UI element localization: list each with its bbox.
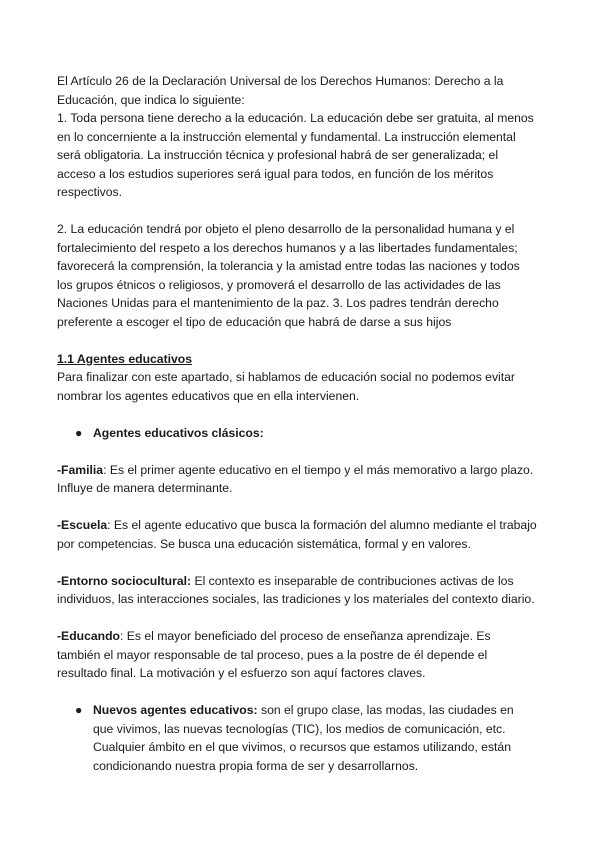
document-page: [57, 72, 537, 775]
agent-term: -Escuela: [57, 518, 108, 532]
article-point-2: 2. La educación tendrá por objeto el pleno desarrollo de la personalidad humana y el fortalecimiento del respeto a los derechos humanos y a las libertades fundamentales; favorecerá la comprensión, la tolerancia y la amistad entre todas las naciones y todos los grupos étnicos o religiosos, y promoverá el desarrollo de las actividades de las Naciones Unidas para el mantenimiento de la paz. 3. Los padres tendrán derecho preferente a escoger el tipo de educación que habrá de darse a sus hijos: [57, 222, 520, 329]
agent-description: : Es el primer agente educativo en el tiempo y el más memorativo a largo plazo. Influye de manera determinante.: [57, 462, 534, 495]
bullet-icon: ●: [75, 703, 83, 717]
agent-escuela: [57, 516, 537, 553]
intro-line: El Artículo 26 de la Declaración Universal de los Derechos Humanos: Derecho a la Educación, que indica lo siguiente:: [57, 74, 504, 107]
article-point-1: 1. Toda persona tiene derecho a la educación. La educación debe ser gratuita, al menos en lo concerniente a la instrucción elemental y fundamental. La instrucción elemental será obligatoria. La instrucción técnica y profesional habrá de ser generalizada; el acceso a los estudios superiores será igual para todos, en función de los méritos respectivos.: [57, 111, 534, 199]
agent-term: -Familia: [57, 462, 104, 477]
agent-term: -Entorno sociocultural:: [57, 573, 192, 588]
agent-description: : Es el mayor beneficiado del proceso de enseñanza aprendizaje. Es también el mayor responsable de tal proceso, pues a la postre de él depende el resultado final. La motivación y el esfuerzo son aquí factores claves.: [57, 629, 491, 680]
bullet-icon: ●: [75, 425, 83, 440]
agent-description: : Es el agente educativo que busca la formación del alumno mediante el trabajo por competencias. Se busca una educación sistemática, formal y en valores.: [57, 518, 537, 551]
section-heading: 1.1 Agentes educativos: [57, 351, 193, 366]
agent-familia: [57, 461, 537, 498]
bullet-new-agents: [57, 701, 537, 775]
new-agents-term: Nuevos agentes educativos:: [93, 703, 258, 717]
section-intro: Para finalizar con este apartado, si hablamos de educación social no podemos evitar nombrar los agentes educativos que en ella intervienen.: [57, 370, 515, 403]
agent-description: El contexto es inseparable de contribuciones activas de los individuos, las interacciones sociales, las tradiciones y los materiales del contexto diario.: [57, 573, 535, 606]
bullet-classic-agents: [57, 424, 537, 443]
agent-term: -Educando: [57, 629, 120, 643]
agent-entorno: [57, 572, 537, 609]
agent-educando: [57, 627, 537, 683]
classic-agents-title: Agentes educativos clásicos:: [93, 425, 264, 440]
new-agents-description: son el grupo clase, las modas, las ciudades en que vivimos, las nuevas tecnologías (TIC), los medios de comunicación, etc. Cualquier ámbito en el que vivimos, o recursos que estamos utilizando, están condicionando nuestra propia forma de ser y desarrollarnos.: [93, 703, 514, 773]
